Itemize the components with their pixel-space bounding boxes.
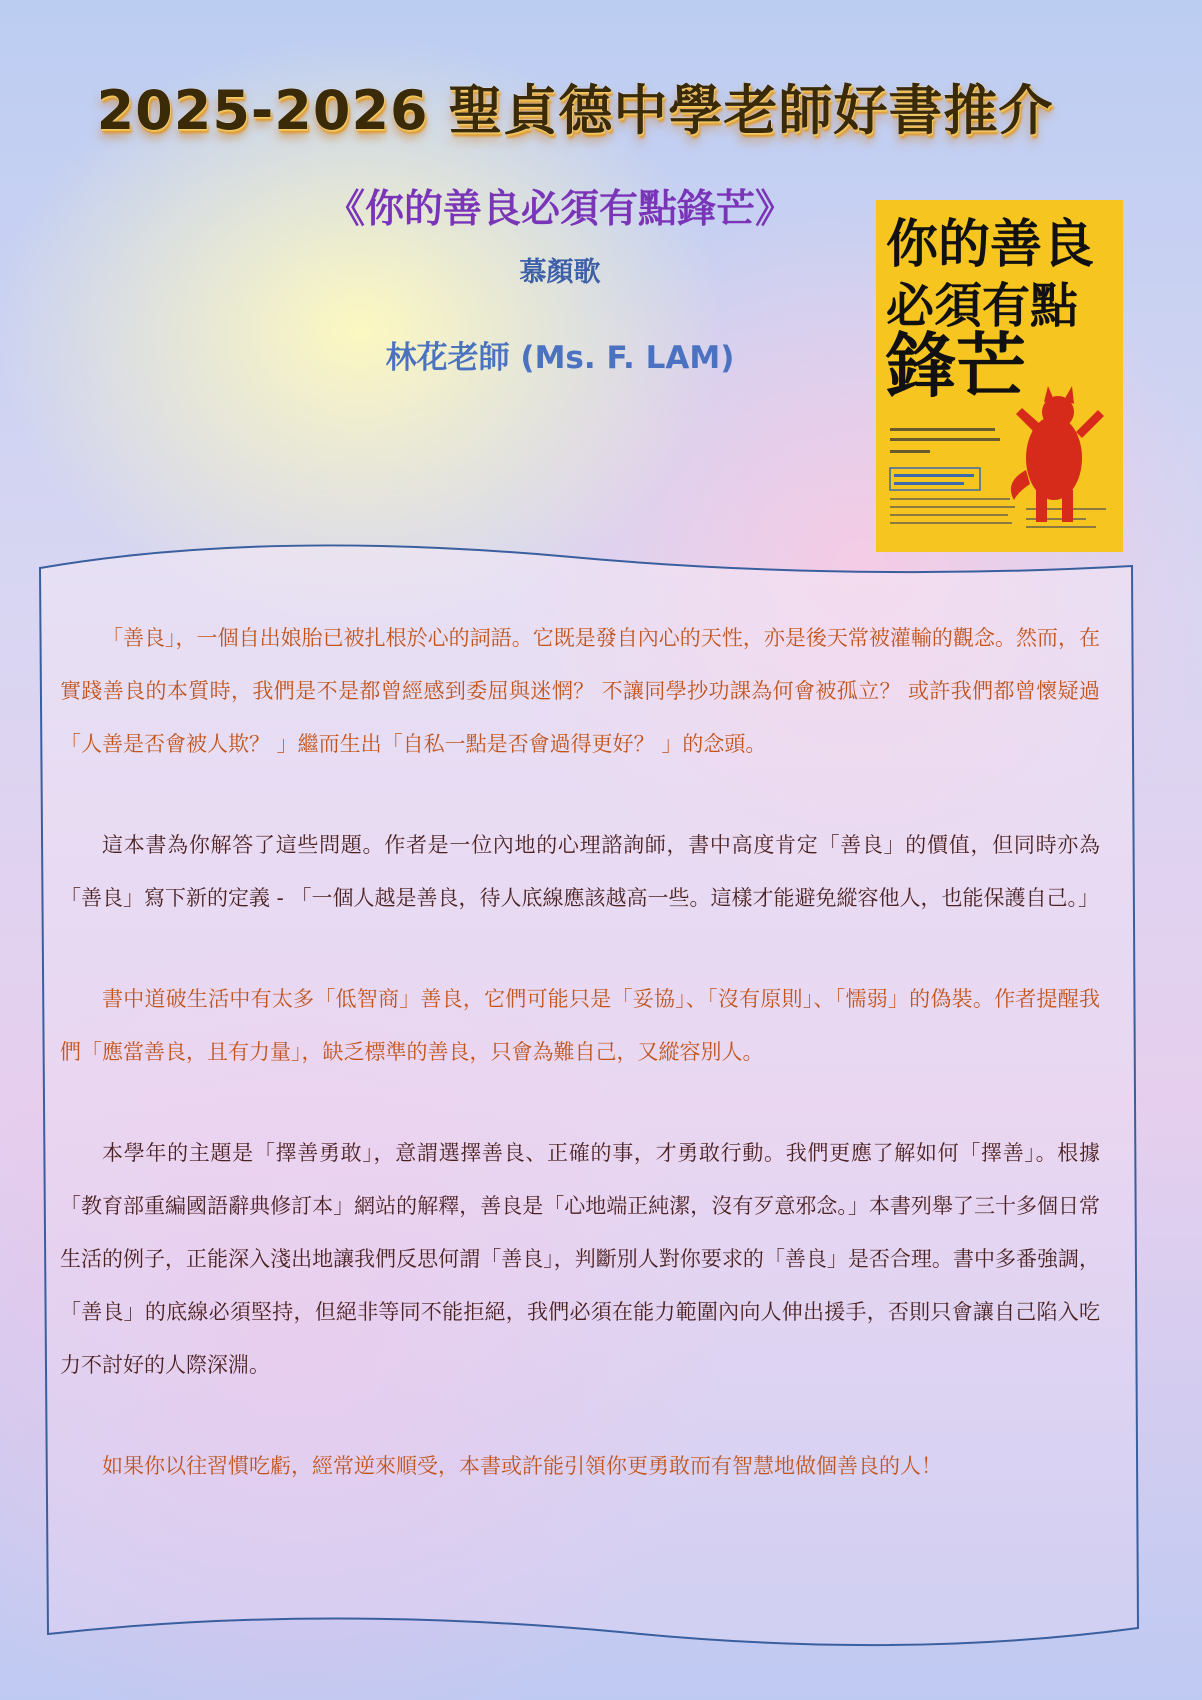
- paragraph-2: 這本書為你解答了這些問題。作者是一位內地的心理諮詢師，書中高度肯定「善良」的價值，但同時亦為「善良」寫下新的定義 - 「一個人越是善良，待人底線應該越高一些。這樣才能避免縱容他人，也能保護自己。」: [60, 833, 1100, 910]
- paragraph-3: 書中道破生活中有太多「低智商」善良，它們可能只是「妥協」、「沒有原則」、「懦弱」的偽裝。作者提醒我們「應當善良，且有力量」，缺乏標準的善良，只會為難自己，又縱容別人。: [60, 987, 1100, 1064]
- book-author: 慕顏歌: [519, 257, 601, 288]
- review-body: [60, 612, 1100, 1493]
- cover-title-line1: 你的善良: [886, 215, 1095, 275]
- poster-title: 2025-2026 聖貞德中學老師好書推介: [96, 79, 1054, 142]
- paragraph-5: 如果你以往習慣吃虧，經常逆來順受，本書或許能引領你更勇敢而有智慧地做個善良的人！: [102, 1454, 942, 1478]
- paragraph-1: 「善良」，一個自出娘胎已被扎根於心的詞語。它既是發自內心的天性，亦是後天常被灌輸的觀念。然而，在實踐善良的本質時，我們是不是都曾經感到委屈與迷惘？ 不讓同學抄功課為何會被孤立？ 或許我們都曾懷疑過「人善是否會被人欺？ 」繼而生出「自私一點是否會過得更好？ 」的念頭。: [60, 626, 1100, 756]
- cover-title-line3: 鋒芒: [886, 325, 1026, 407]
- recommending-teacher: 林花老師 (Ms. F. LAM): [385, 340, 735, 376]
- cover-title-line2: 必須有點: [886, 278, 1079, 334]
- book-title: 《你的善良必須有點鋒芒》: [325, 187, 794, 232]
- paragraph-4: 本學年的主題是「擇善勇敢」，意謂選擇善良、正確的事，才勇敢行動。我們更應了解如何「擇善」。根據「教育部重編國語辭典修訂本」網站的解釋，善良是「心地端正純潔，沒有歹意邪念。」本書列舉了三十多個日常生活的例子，正能深入淺出地讓我們反思何謂「善良」，判斷別人對你要求的「善良」是否合理。書中多番強調，「善良」的底線必須堅持，但絕非等同不能拒絕，我們必須在能力範圍內向人伸出援手，否則只會讓自己陷入吃力不討好的人際深淵。: [60, 1141, 1100, 1377]
